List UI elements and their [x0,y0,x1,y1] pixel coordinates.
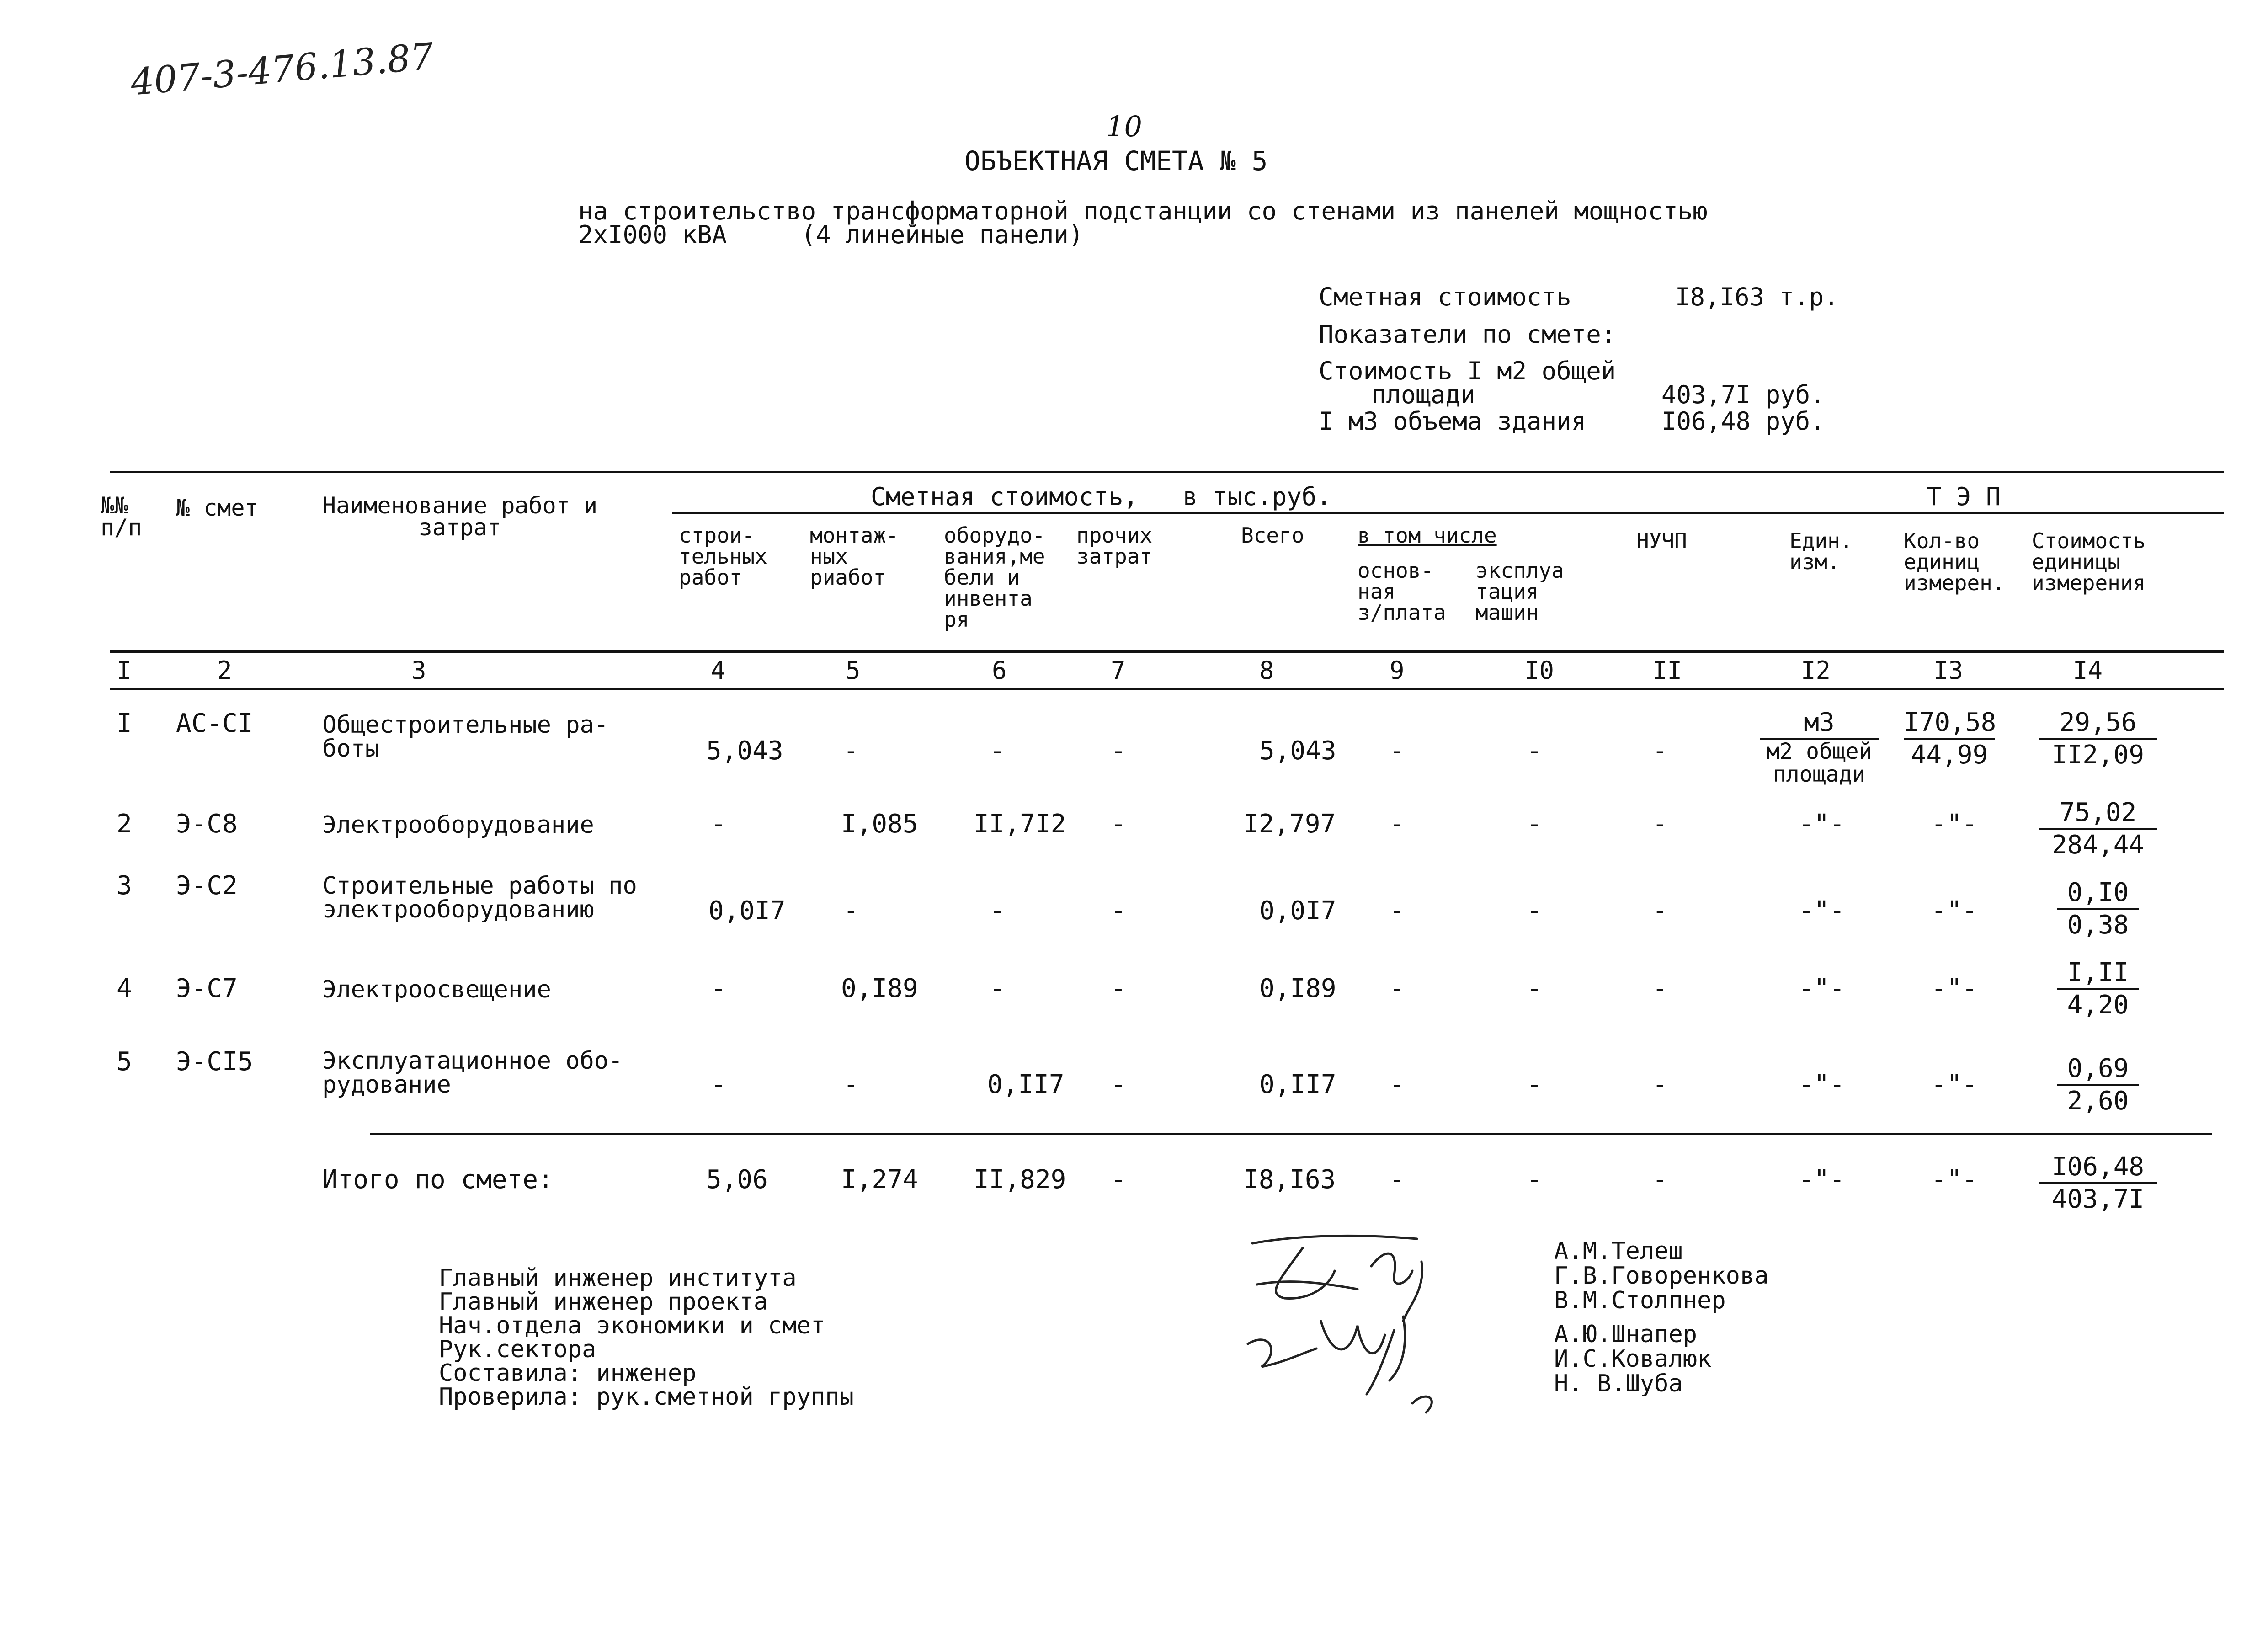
colnum-10: I0 [1524,656,1555,685]
header-group-cost: Сметная стоимость, в тыс.руб. [871,482,1331,511]
row-edin-fraction [1760,708,1879,786]
row-vsego: 0,II7 [1259,1070,1336,1099]
row-stroit: - [711,1070,726,1099]
cost-m2-value: 403,7I руб. [1661,380,1825,409]
row-kol-fraction [1904,708,1995,770]
total-oborud: II,829 [974,1165,1066,1194]
handwritten-signatures [1211,1216,1568,1426]
name-shnaper: А.Ю.Шнапер [1554,1321,1698,1348]
row-prochie: - [1111,809,1126,839]
row-eksp: - [1527,1070,1542,1099]
role-chief-engineer-institute: Главный инженер института [439,1264,797,1292]
row-st-num: 29,56 [2039,708,2157,740]
row-npp: I [117,709,132,738]
total-rule [370,1133,2212,1135]
row-kol: -"- [1931,1070,1978,1099]
row-edin-num: м3 [1760,708,1879,740]
estimated-cost-label: Сметная стоимость [1319,282,1571,311]
cost-m2-label: Стоимость I м2 общей [1319,357,1616,385]
row-name: Электрооборудование [322,811,594,839]
role-compiled-by: Составила: инженер [439,1359,697,1387]
colnum-6: 6 [992,656,1007,685]
estimated-cost-value: I8,I63 т.р. [1675,282,1839,311]
role-sector-head: Рук.сектора [439,1336,596,1363]
indicators-label: Показатели по смете: [1319,320,1616,349]
row-vsego: 0,I89 [1259,974,1336,1003]
total-prochie: - [1111,1165,1126,1194]
row-stroit: - [711,974,726,1003]
row-eksp: - [1527,736,1542,766]
header-edin: Един. изм. [1789,528,1853,574]
row-smeta: Э-С8 [176,809,238,839]
total-stoimost-fraction [2039,1152,2157,1215]
role-chief-engineer-project: Главный инженер проекта [439,1288,768,1316]
row-prochie: - [1111,736,1126,766]
cost-m3-value: I06,48 руб. [1661,407,1825,436]
row-montazh: - [843,736,859,766]
row-nuchp: - [1652,974,1668,1003]
row-name: Строительные работы по электрооборудованию [322,872,637,923]
name-telesh: А.М.Телеш [1554,1237,1683,1265]
row-st-num: I,II [2057,958,2139,990]
signature-names [1554,1239,1769,1396]
signature-roles [439,1266,854,1409]
row-smeta: Э-С2 [176,871,238,901]
header-smeta: № смет [176,495,259,521]
row-stoimost-fraction [2057,878,2139,940]
row-st-den: 284,44 [2051,830,2145,860]
total-eksp: - [1527,1165,1542,1194]
row-smeta: АС-СI [176,709,253,738]
row-npp: 3 [117,871,132,901]
header-v-tom-chisle: в том числе [1358,523,1497,548]
header-nuchp: НУЧП [1636,528,1687,553]
colnum-11: II [1652,656,1682,685]
row-stoimost-fraction [2039,708,2157,770]
row-vsego: I2,797 [1243,809,1336,839]
page-number: 10 [1106,110,1142,143]
row-st-den: II2,09 [2051,740,2145,770]
row-kol: -"- [1931,896,1978,926]
row-stroit: 5,043 [706,736,783,766]
header-ekspluatatsiya: эксплуа тация машин [1475,558,1564,625]
colnum-7: 7 [1111,656,1126,685]
document-title: ОБЪЕКТНАЯ СМЕТА № 5 [964,145,1268,176]
header-montazh: монтаж- ных риабот [810,523,899,590]
row-st-den: 4,20 [2067,990,2129,1020]
header-npp: №№ п/п [101,492,142,541]
row-smeta: Э-С7 [176,974,238,1003]
colnum-12: I2 [1801,656,1831,685]
row-montazh: - [843,1070,859,1099]
row-nuchp: - [1652,809,1668,839]
row-stoimost-fraction [2039,798,2157,860]
total-label: Итого по смете: [322,1165,554,1194]
colnum-9: 9 [1390,656,1405,685]
total-montazh: I,274 [841,1165,918,1194]
name-shuba: Н. В.Шуба [1554,1370,1683,1397]
row-stroit: - [711,809,726,839]
role-head-economics: Нач.отдела экономики и смет [439,1312,825,1339]
row-osn: - [1390,896,1405,926]
row-nuchp: - [1652,1070,1668,1099]
header-vsego: Всего [1241,523,1304,548]
table-top-rule [110,471,2224,473]
total-edin: -"- [1799,1165,1845,1194]
header-bottom-rule [110,650,2224,653]
row-edin: -"- [1799,974,1845,1003]
header-prochie: прочих затрат [1076,523,1153,569]
colnum-2: 2 [217,656,232,685]
header-osnovnaya: основ- ная з/плата [1358,558,1446,625]
colnum-8: 8 [1259,656,1274,685]
row-oborud: II,7I2 [974,809,1066,839]
row-montazh: 0,I89 [841,974,918,1003]
row-npp: 4 [117,974,132,1003]
document-code: 407-3-476.13.87 [129,35,436,104]
row-kol-den: 44,99 [1911,740,1988,770]
row-edin: -"- [1799,809,1845,839]
header-group-tep: Т Э П [1927,482,2001,511]
row-oborud: - [990,896,1005,926]
colnum-14: I4 [2073,656,2103,685]
row-oborud: - [990,736,1005,766]
row-st-den: 2,60 [2067,1086,2129,1116]
row-prochie: - [1111,974,1126,1003]
row-stoimost-fraction [2057,958,2139,1020]
total-st-num: I06,48 [2039,1152,2157,1184]
row-prochie: - [1111,896,1126,926]
total-kol: -"- [1931,1165,1978,1194]
colnum-1: I [117,656,132,685]
row-vsego: 0,0I7 [1259,896,1336,926]
cost-m3-label: I м3 объема здания [1319,407,1587,436]
colnum-5: 5 [846,656,861,685]
header-kolvo: Кол-во единиц измерен. [1904,528,2005,595]
colnum-3: 3 [411,656,426,685]
total-nuchp: - [1652,1165,1668,1194]
total-osn: - [1390,1165,1405,1194]
row-vsego: 5,043 [1259,736,1336,766]
row-osn: - [1390,974,1405,1003]
column-numbers-rule [110,688,2224,690]
row-st-num: 0,I0 [2057,878,2139,910]
row-edin: -"- [1799,1070,1845,1099]
total-st-den: 403,7I [2051,1184,2145,1214]
row-npp: 2 [117,809,132,839]
role-checked-by: Проверила: рук.сметной группы [439,1383,854,1411]
row-eksp: - [1527,809,1542,839]
row-eksp: - [1527,896,1542,926]
row-smeta: Э-СI5 [176,1047,253,1077]
group-cost-rule [672,512,1783,514]
row-st-den: 0,38 [2067,910,2129,940]
row-st-num: 0,69 [2057,1054,2139,1086]
row-kol: -"- [1931,809,1978,839]
colnum-13: I3 [1933,656,1964,685]
row-montazh: I,085 [841,809,918,839]
row-nuchp: - [1652,896,1668,926]
cost-m2-label-2: площади [1371,380,1475,409]
name-govorenkova: Г.В.Говоренкова [1554,1262,1769,1290]
row-npp: 5 [117,1047,132,1077]
row-st-num: 75,02 [2039,798,2157,830]
row-name: Электроосвещение [322,976,551,1003]
colnum-4: 4 [711,656,726,685]
header-name: Наименование работ и затрат [322,492,598,541]
total-vsego: I8,I63 [1243,1165,1336,1194]
row-kol-num: I70,58 [1904,708,1995,740]
name-kovalyuk: И.С.Ковалюк [1554,1345,1712,1373]
document-subtitle-line2: 2хI000 кВА (4 линейные панели) [578,220,1084,249]
total-stroit: 5,06 [706,1165,768,1194]
row-nuchp: - [1652,736,1668,766]
row-eksp: - [1527,974,1542,1003]
header-stoimost-ed: Стоимость единицы измерения [2032,528,2146,595]
group-tep-rule [1783,512,2224,514]
document-subtitle-line1: на строительство трансформаторной подстанции со стенами из панелей мощностью [578,197,1708,225]
row-name: Эксплуатационное обо- рудование [322,1047,623,1098]
header-stroit: строи- тельных работ [679,523,767,590]
row-stoimost-fraction [2057,1054,2139,1116]
row-montazh: - [843,896,859,926]
row-osn: - [1390,1070,1405,1099]
row-edin: -"- [1799,896,1845,926]
row-osn: - [1390,809,1405,839]
row-kol: -"- [1931,974,1978,1003]
row-name: Общестроительные ра- боты [322,711,609,762]
row-oborud: 0,II7 [987,1070,1065,1099]
header-oborud: оборудо- вания,ме бели и инвента ря [944,523,1045,632]
name-stolpner: В.М.Столпнер [1554,1287,1726,1314]
row-edin-den: м2 общей площади [1766,739,1872,787]
row-osn: - [1390,736,1405,766]
row-oborud: - [990,974,1005,1003]
row-stroit: 0,0I7 [708,896,786,926]
row-prochie: - [1111,1070,1126,1099]
